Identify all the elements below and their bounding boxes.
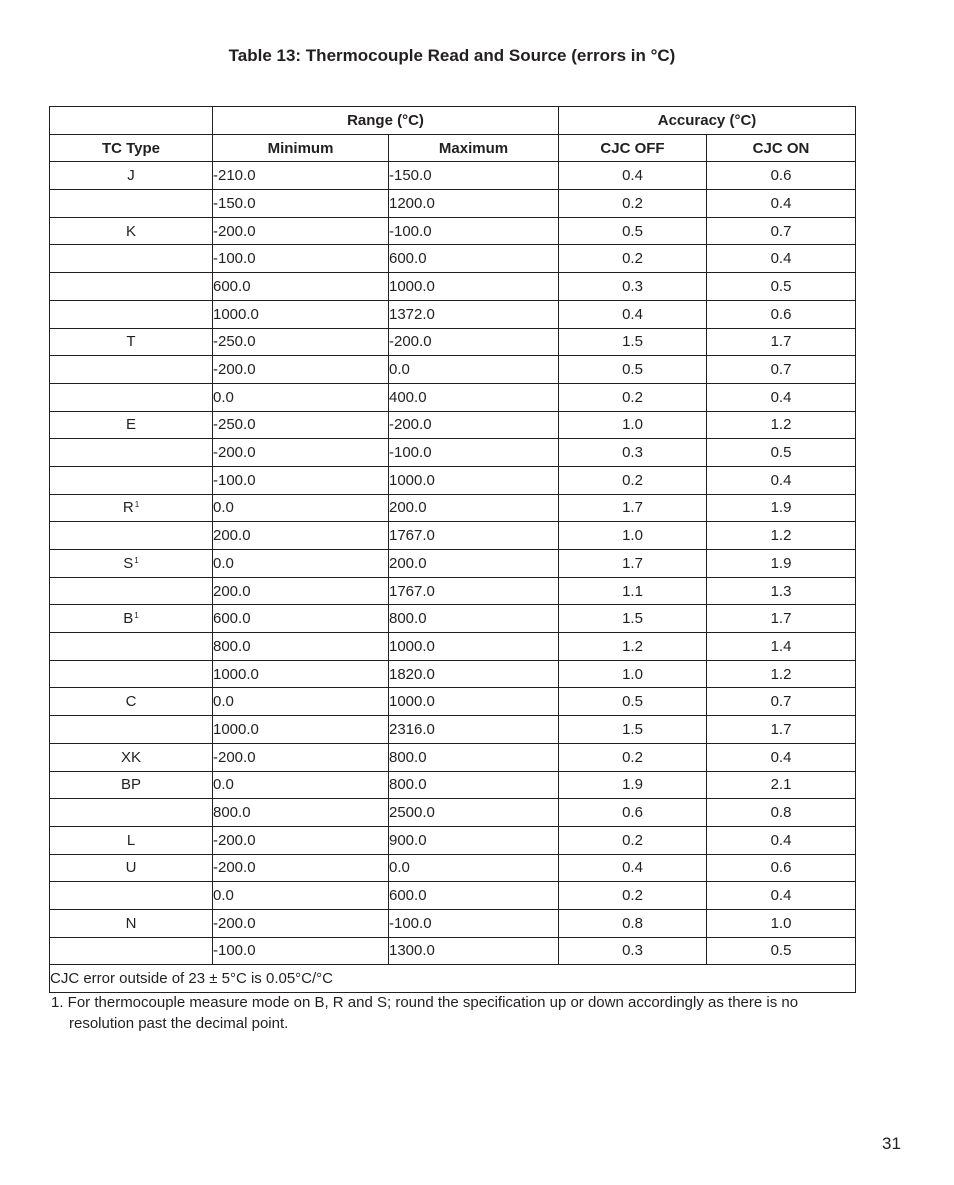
range-header: Range (°C) (213, 107, 559, 135)
tc-type-cell (50, 328, 213, 356)
table-row (50, 937, 856, 965)
tc-type-cell (50, 716, 213, 744)
table-row (50, 494, 856, 522)
maximum-cell: 200.0 (389, 550, 559, 578)
thermocouple-spec-table (49, 106, 856, 993)
tc-type-cell (50, 356, 213, 384)
minimum-cell: 0.0 (213, 771, 389, 799)
header-column-row (50, 134, 856, 162)
table-row (50, 577, 856, 605)
maximum-cell: -100.0 (389, 439, 559, 467)
tc-type-cell (50, 577, 213, 605)
cjc-on-cell: 0.6 (707, 854, 856, 882)
minimum-cell: -200.0 (213, 743, 389, 771)
tc-type-label: U (125, 859, 137, 877)
maximum-cell: 1000.0 (389, 633, 559, 661)
table-row (50, 826, 856, 854)
cjc-on-cell: 0.7 (707, 356, 856, 384)
cjc-off-cell: 0.2 (559, 383, 707, 411)
cjc-on-cell: 1.9 (707, 494, 856, 522)
table-row (50, 439, 856, 467)
cjc-off-cell: 0.5 (559, 217, 707, 245)
maximum-cell: -100.0 (389, 909, 559, 937)
minimum-cell: -250.0 (213, 411, 389, 439)
tc-type-cell (50, 217, 213, 245)
minimum-cell: -100.0 (213, 466, 389, 494)
tc-type-cell (50, 466, 213, 494)
tc-type-cell (50, 300, 213, 328)
footnote-marker: 1 (134, 555, 139, 565)
tc-type-cell (50, 190, 213, 218)
tc-type-label: K (125, 222, 136, 240)
cjc-off-cell: 1.1 (559, 577, 707, 605)
cjc-on-cell: 2.1 (707, 771, 856, 799)
cjc-on-cell: 1.0 (707, 909, 856, 937)
table-row (50, 383, 856, 411)
tc-type-cell (50, 660, 213, 688)
minimum-cell: 1000.0 (213, 716, 389, 744)
table-row (50, 273, 856, 301)
cjc-off-cell: 1.5 (559, 716, 707, 744)
cjc-off-cell: 1.7 (559, 494, 707, 522)
header-blank-cell (50, 107, 213, 135)
cjc-off-cell: 0.6 (559, 799, 707, 827)
maximum-cell: 800.0 (389, 771, 559, 799)
table-row (50, 245, 856, 273)
cjc-on-cell: 0.6 (707, 300, 856, 328)
footnote-marker: 1 (134, 500, 140, 510)
table-row (50, 909, 856, 937)
tc-type-cell (50, 162, 213, 190)
cjc-on-cell: 1.7 (707, 716, 856, 744)
table-row (50, 882, 856, 910)
minimum-cell: 800.0 (213, 799, 389, 827)
minimum-cell: -200.0 (213, 356, 389, 384)
maximum-cell: 1000.0 (389, 273, 559, 301)
tc-type-label: XK (120, 748, 141, 766)
maximum-cell: -150.0 (389, 162, 559, 190)
tc-type-cell (50, 273, 213, 301)
tc-type-cell (50, 383, 213, 411)
cjc-on-cell: 0.4 (707, 882, 856, 910)
cjc-off-cell: 0.4 (559, 854, 707, 882)
maximum-cell: 1767.0 (389, 522, 559, 550)
cjc-off-cell: 0.4 (559, 300, 707, 328)
tc-type-cell (50, 826, 213, 854)
cjc-off-cell: 1.9 (559, 771, 707, 799)
cjc-off-header: CJC OFF (559, 134, 707, 162)
table-row (50, 716, 856, 744)
table-row (50, 743, 856, 771)
cjc-on-cell: 0.4 (707, 245, 856, 273)
page-number: 31 (882, 1134, 901, 1153)
minimum-cell: -200.0 (213, 826, 389, 854)
cjc-off-cell: 1.5 (559, 328, 707, 356)
tc-type-cell (50, 522, 213, 550)
minimum-cell: -250.0 (213, 328, 389, 356)
maximum-cell: 1300.0 (389, 937, 559, 965)
minimum-cell: 0.0 (213, 550, 389, 578)
tc-type-label: R (122, 499, 134, 517)
table-row (50, 688, 856, 716)
tc-type-cell (50, 854, 213, 882)
maximum-cell: 0.0 (389, 356, 559, 384)
cjc-off-cell: 0.2 (559, 466, 707, 494)
cjc-off-cell: 0.3 (559, 439, 707, 467)
cjc-on-cell: 0.6 (707, 162, 856, 190)
cjc-off-cell: 1.7 (559, 550, 707, 578)
accuracy-header: Accuracy (°C) (559, 107, 856, 135)
maximum-cell: -200.0 (389, 411, 559, 439)
maximum-cell: -100.0 (389, 217, 559, 245)
minimum-cell: -100.0 (213, 937, 389, 965)
table-row (50, 300, 856, 328)
minimum-cell: 800.0 (213, 633, 389, 661)
cjc-on-cell: 1.2 (707, 522, 856, 550)
cjc-off-cell: 1.2 (559, 633, 707, 661)
cjc-on-cell: 1.7 (707, 605, 856, 633)
cjc-on-cell: 1.9 (707, 550, 856, 578)
maximum-cell: 1200.0 (389, 190, 559, 218)
cjc-off-cell: 0.2 (559, 882, 707, 910)
minimum-cell: 600.0 (213, 605, 389, 633)
cjc-on-cell: 1.2 (707, 411, 856, 439)
cjc-on-cell: 0.5 (707, 937, 856, 965)
cjc-off-cell: 0.8 (559, 909, 707, 937)
cjc-on-cell: 0.4 (707, 743, 856, 771)
tc-type-cell (50, 605, 213, 633)
tc-type-label: E (125, 416, 136, 434)
tc-type-label: N (125, 914, 137, 932)
maximum-cell: 600.0 (389, 882, 559, 910)
cjc-on-cell: 0.5 (707, 439, 856, 467)
table-row (50, 217, 856, 245)
tc-type-label: C (125, 693, 137, 711)
minimum-cell: -200.0 (213, 439, 389, 467)
cjc-off-cell: 1.0 (559, 660, 707, 688)
tc-type-cell (50, 550, 213, 578)
tc-type-cell (50, 937, 213, 965)
maximum-cell: 1000.0 (389, 466, 559, 494)
table-row (50, 328, 856, 356)
table-row (50, 190, 856, 218)
minimum-cell: 0.0 (213, 383, 389, 411)
table-row (50, 162, 856, 190)
minimum-cell: -200.0 (213, 217, 389, 245)
minimum-cell: -200.0 (213, 854, 389, 882)
cjc-off-cell: 0.3 (559, 937, 707, 965)
table-row (50, 411, 856, 439)
table-note-row (50, 965, 856, 993)
table-row (50, 799, 856, 827)
cjc-on-header: CJC ON (707, 134, 856, 162)
table-body (50, 162, 856, 965)
tc-type-cell (50, 771, 213, 799)
maximum-cell: 400.0 (389, 383, 559, 411)
table-row (50, 522, 856, 550)
minimum-cell: -150.0 (213, 190, 389, 218)
cjc-off-cell: 0.5 (559, 356, 707, 384)
maximum-cell: 0.0 (389, 854, 559, 882)
maximum-cell: 800.0 (389, 743, 559, 771)
tc-type-cell (50, 743, 213, 771)
cjc-on-cell: 0.7 (707, 688, 856, 716)
tc-type-cell (50, 909, 213, 937)
minimum-cell: -100.0 (213, 245, 389, 273)
table-row (50, 771, 856, 799)
table-row (50, 660, 856, 688)
footnote: 1. For thermocouple measure mode on B, R and S; round the specification up or down accordingly as there is no resolution past the decimal point. (51, 994, 799, 1032)
table-row (50, 466, 856, 494)
maximum-header: Maximum (389, 134, 559, 162)
cjc-off-cell: 0.2 (559, 190, 707, 218)
table-row (50, 854, 856, 882)
cjc-off-cell: 0.2 (559, 245, 707, 273)
maximum-cell: 1820.0 (389, 660, 559, 688)
tc-type-label: BP (120, 776, 141, 794)
tc-type-label: L (126, 831, 136, 849)
cjc-on-cell: 1.2 (707, 660, 856, 688)
tc-type-cell (50, 439, 213, 467)
minimum-cell: 200.0 (213, 577, 389, 605)
minimum-cell: 1000.0 (213, 660, 389, 688)
cjc-off-cell: 0.5 (559, 688, 707, 716)
cjc-on-cell: 0.8 (707, 799, 856, 827)
table-row (50, 633, 856, 661)
tc-type-cell (50, 245, 213, 273)
cjc-on-cell: 1.3 (707, 577, 856, 605)
tc-type-label: S (123, 554, 134, 572)
maximum-cell: 1000.0 (389, 688, 559, 716)
tc-type-cell (50, 799, 213, 827)
tc-type-header: TC Type (50, 134, 213, 162)
tc-type-cell (50, 494, 213, 522)
minimum-header: Minimum (213, 134, 389, 162)
tc-type-label: T (126, 333, 136, 351)
cjc-off-cell: 1.0 (559, 522, 707, 550)
cjc-error-note: CJC error outside of 23 ± 5°C is 0.05°C/°C (50, 965, 856, 993)
tc-type-label: B (123, 610, 134, 628)
cjc-on-cell: 0.4 (707, 190, 856, 218)
cjc-on-cell: 1.7 (707, 328, 856, 356)
maximum-cell: 2500.0 (389, 799, 559, 827)
minimum-cell: 0.0 (213, 494, 389, 522)
maximum-cell: -200.0 (389, 328, 559, 356)
table-row (50, 550, 856, 578)
maximum-cell: 600.0 (389, 245, 559, 273)
cjc-off-cell: 0.2 (559, 743, 707, 771)
maximum-cell: 2316.0 (389, 716, 559, 744)
tc-type-cell (50, 411, 213, 439)
cjc-on-cell: 0.4 (707, 826, 856, 854)
minimum-cell: -210.0 (213, 162, 389, 190)
table-row (50, 605, 856, 633)
cjc-off-cell: 0.2 (559, 826, 707, 854)
cjc-on-cell: 0.5 (707, 273, 856, 301)
minimum-cell: 0.0 (213, 882, 389, 910)
tc-type-cell (50, 633, 213, 661)
maximum-cell: 800.0 (389, 605, 559, 633)
maximum-cell: 900.0 (389, 826, 559, 854)
tc-type-cell (50, 688, 213, 716)
maximum-cell: 1767.0 (389, 577, 559, 605)
maximum-cell: 200.0 (389, 494, 559, 522)
minimum-cell: 0.0 (213, 688, 389, 716)
cjc-on-cell: 0.4 (707, 383, 856, 411)
table-row (50, 356, 856, 384)
cjc-off-cell: 1.0 (559, 411, 707, 439)
table-title: Table 13: Thermocouple Read and Source (errors in °C) (228, 46, 676, 65)
tc-type-label: J (127, 167, 135, 185)
header-group-row (50, 107, 856, 135)
maximum-cell: 1372.0 (389, 300, 559, 328)
cjc-on-cell: 0.7 (707, 217, 856, 245)
tc-type-cell (50, 882, 213, 910)
minimum-cell: 1000.0 (213, 300, 389, 328)
minimum-cell: 200.0 (213, 522, 389, 550)
minimum-cell: 600.0 (213, 273, 389, 301)
cjc-off-cell: 1.5 (559, 605, 707, 633)
cjc-on-cell: 1.4 (707, 633, 856, 661)
footnote-marker: 1 (134, 611, 139, 621)
minimum-cell: -200.0 (213, 909, 389, 937)
cjc-off-cell: 0.3 (559, 273, 707, 301)
cjc-off-cell: 0.4 (559, 162, 707, 190)
cjc-on-cell: 0.4 (707, 466, 856, 494)
